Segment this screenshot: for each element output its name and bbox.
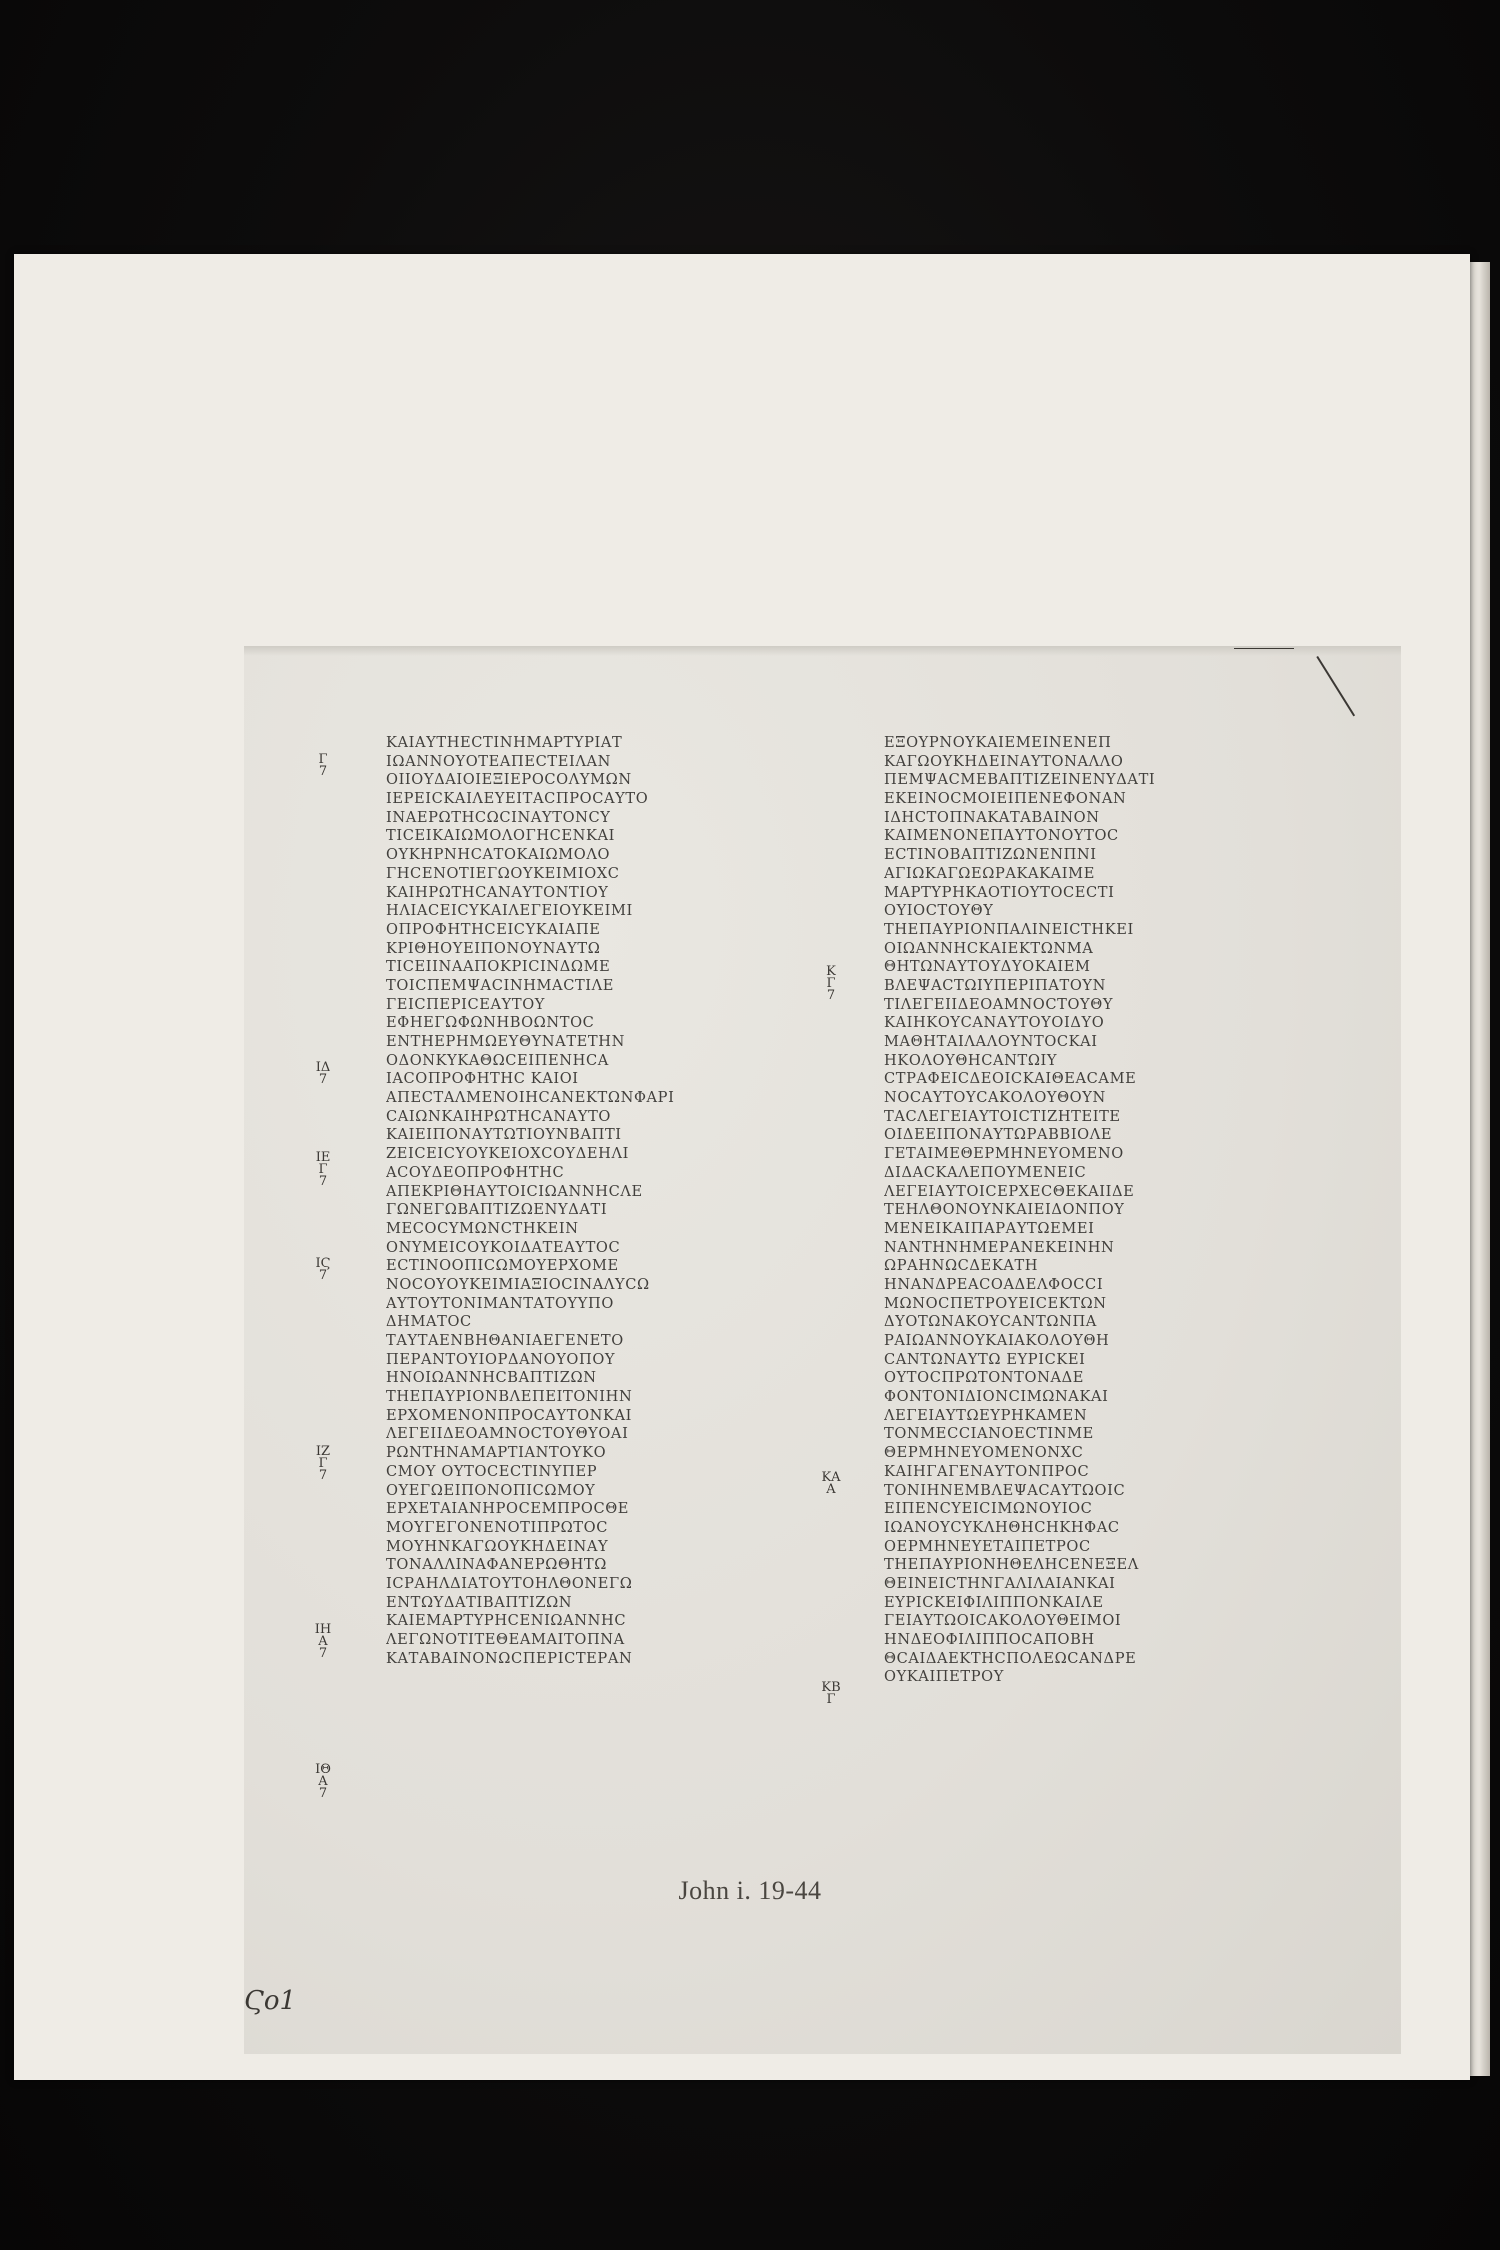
manuscript-line: ΓΩΝΕΓΩΒΑΠΤΙΖΩΕΝΥΔΑΤΙ xyxy=(386,1201,608,1219)
manuscript-line: CΑΝΤΩΝΑΥΤΩ ΕΥΡΙCΚΕΙ xyxy=(884,1350,1086,1368)
manuscript-line: ΚΡΙΘΗΟΥΕΙΠΟΝΟΥΝΑΥΤΩ xyxy=(386,939,601,957)
corner-mark xyxy=(1316,656,1355,716)
manuscript-line: ΘΗΤΩΝΑΥΤΟΥΔΥΟΚΑΙΕΜ xyxy=(884,958,1091,976)
manuscript-line: ΗΛΙΑCΕΙCΥΚΑΙΛΕΓΕΙΟΥΚΕΙΜΙ xyxy=(386,902,633,920)
manuscript-line: ΓΕΙΑΥΤΩΟΙCΑΚΟΛΟΥΘΕΙΜΟΙ xyxy=(884,1612,1122,1630)
manuscript-line: ΕΝΤΗΕΡΗΜΩΕΥΘΥΝΑΤΕΤΗΝ xyxy=(386,1033,625,1050)
manuscript-line: ΔΥΟΤΩΝΑΚΟΥCΑΝΤΩΝΠΑ xyxy=(884,1313,1097,1331)
manuscript-line: ΕCΤΙΝΟΟΠΙCΩΜΟΥΕΡΧΟΜΕ xyxy=(386,1257,619,1275)
manuscript-line: ΙΩΑΝΟΥCΥΚΛΗΘΗCΗΚΗΦΑC xyxy=(884,1518,1120,1536)
manuscript-line: ΗΝΔΕΟΦΙΛΙΠΠΟCΑΠΟΒΗ xyxy=(884,1631,1095,1648)
manuscript-line: ΝΟCΑΥΤΟΥCΑΚΟΛΟΥΘΟΥΝ xyxy=(884,1089,1106,1107)
manuscript-line: CΜΟΥ ΟΥΤΟCΕCΤΙΝΥΠΕΡ xyxy=(386,1462,598,1480)
manuscript-line: ΚΑΙΕΙΠΟΝΑΥΤΩΤΙΟΥΝΒΑΠΤΙ xyxy=(386,1126,622,1144)
manuscript-line: ΤΟΝΙΗΝΕΜΒΛΕΨΑCΑΥΤΩΟΙC xyxy=(884,1481,1126,1499)
manuscript-line: ΟΠΡΟΦΗΤΗCΕΙCΥΚΑΙΑΠΕ xyxy=(386,920,601,938)
manuscript-line: ΟΥΕΓΩΕΙΠΟΝΟΠΙCΩΜΟΥ xyxy=(386,1481,596,1499)
margin-section-number: ΙΕ Γ 7 xyxy=(315,1150,331,1189)
manuscript-line: ΓΕΤΑΙΜΕΘΕΡΜΗΝΕΥΟΜΕΝΟ xyxy=(884,1145,1124,1163)
manuscript-line: ΚΑΓΩΟΥΚΗΔΕΙΝΑΥΤΟΝΑΛΛΟ xyxy=(884,752,1124,770)
manuscript-line: ΟΥΙΟCΤΟΥΘΥ xyxy=(884,902,994,920)
manuscript-line: ΚΑΙΜΕΝΟΝΕΠΑΥΤΟΝΟΥΤΟC xyxy=(884,827,1119,845)
manuscript-line: ΑΓΙΩΚΑΓΩΕΩΡΑΚΑΚΑΙΜΕ xyxy=(884,864,1095,882)
manuscript-line: ΚΑΙΑΥΤΗΕCΤΙΝΗΜΑΡΤΥΡΙΑΤ xyxy=(386,734,623,751)
manuscript-line: ΟΙΩΑΝΝΗCΚΑΙΕΚΤΩΝΜΑ xyxy=(884,939,1094,957)
manuscript-line: ΜΕΝΕΙΚΑΙΠΑΡΑΥΤΩΕΜΕΙ xyxy=(884,1219,1095,1237)
manuscript-line: ΕΡΧΟΜΕΝΟΝΠΡΟCΑΥΤΟΝΚΑΙ xyxy=(386,1406,633,1424)
manuscript-line: ΛΕΓΕΙΑΥΤΩΕΥΡΗΚΑΜΕΝ xyxy=(884,1406,1088,1424)
manuscript-line: ΛΕΓΕΙΑΥΤΟΙCΕΡΧΕCΘΕΚΑΙΙΔΕ xyxy=(884,1182,1135,1200)
manuscript-line: ΗΝΟΙΩΑΝΝΗCΒΑΠΤΙΖΩΝ xyxy=(386,1369,597,1387)
manuscript-line: ΙCΡΑΗΛΔΙΑΤΟΥΤΟΗΛΘΟΝΕΓΩ xyxy=(386,1574,633,1592)
plate-caption: John i. 19-44 xyxy=(678,1876,822,1905)
manuscript-line: ΤΙCΕΙΚΑΙΩΜΟΛΟΓΗCΕΝΚΑΙ xyxy=(386,827,616,845)
manuscript-line: ΤΗΕΠΑΥΡΙΟΝΒΛΕΠΕΙΤΟΝΙΗΝ xyxy=(386,1388,633,1406)
manuscript-line: ΑCΟΥΔΕΟΠΡΟΦΗΤΗC xyxy=(386,1163,565,1181)
manuscript-line: ΟΥΚΗΡΝΗCΑΤΟΚΑΙΩΜΟΛΟ xyxy=(386,846,611,864)
manuscript-line: ΛΕΓΩΝΟΤΙΤΕΘΕΑΜΑΙΤΟΠΝΑ xyxy=(386,1631,625,1648)
adjacent-page-edge xyxy=(1468,262,1490,2076)
margin-section-number: ΙΗ Α 7 xyxy=(314,1622,332,1661)
manuscript-line: ΟΕΡΜΗΝΕΥΕΤΑΙΠΕΤΡΟC xyxy=(884,1537,1091,1555)
manuscript-line: ΤΗΕΠΑΥΡΙΟΝΗΘΕΛΗCΕΝΕΞΕΛ xyxy=(884,1556,1139,1574)
manuscript-line: ΙΑCΟΠΡΟΦΗΤΗC ΚΑΙΟΙ xyxy=(386,1070,579,1088)
right-text-column xyxy=(884,734,1314,1687)
manuscript-line: ΙΝΑΕΡΩΤΗCΩCΙΝΑΥΤΟΝCΥ xyxy=(386,808,611,826)
manuscript-plate xyxy=(244,646,1401,2054)
manuscript-line: ΝΟCΟΥΟΥΚΕΙΜΙΑΞΙΟCΙΝΑΛΥCΩ xyxy=(386,1275,650,1293)
manuscript-line: ΜΟΥΓΕΓΟΝΕΝΟΤΙΠΡΩΤΟC xyxy=(386,1518,608,1536)
manuscript-line: ΕΡΧΕΤΑΙΑΝΗΡΟCΕΜΠΡΟCΘΕ xyxy=(386,1500,630,1518)
manuscript-line: ΚΑΙΗΡΩΤΗCΑΝΑΥΤΟΝΤΙΟΥ xyxy=(386,883,609,901)
manuscript-line: ΜΑΘΗΤΑΙΛΑΛΟΥΝΤΟCΚΑΙ xyxy=(884,1033,1098,1050)
manuscript-line: ΙΕΡΕΙCΚΑΙΛΕΥΕΙΤΑCΠΡΟCΑΥΤΟ xyxy=(386,790,649,808)
manuscript-line: ΚΑΙΗΚΟΥCΑΝΑΥΤΟΥΟΙΔΥΟ xyxy=(884,1014,1105,1032)
manuscript-line: ΒΛΕΨΑCΤΩΙΥΠΕΡΙΠΑΤΟΥΝ xyxy=(884,976,1106,994)
manuscript-line: ΠΕΜΨΑCΜΕΒΑΠΤΙΖΕΙΝΕΝΥΔΑΤΙ xyxy=(884,771,1156,789)
manuscript-line: ΟΝΥΜΕΙCΟΥΚΟΙΔΑΤΕΑΥΤΟC xyxy=(386,1238,621,1256)
manuscript-line: ΘΕΡΜΗΝΕΥΟΜΕΝΟΝΧC xyxy=(884,1444,1084,1462)
manuscript-line: ΟΙΔΕΕΙΠΟΝΑΥΤΩΡΑΒΒΙΟΛΕ xyxy=(884,1126,1113,1144)
manuscript-line: ΗΚΟΛΟΥΘΗCΑΝΤΩΙΥ xyxy=(884,1051,1058,1069)
manuscript-line: ΙΩΑΝΝΟΥΟΤΕΑΠΕCΤΕΙΛΑΝ xyxy=(386,752,611,770)
manuscript-line: ΤΙΛΕΓΕΙΙΔΕΟΑΜΝΟCΤΟΥΘΥ xyxy=(884,995,1114,1013)
manuscript-line: ΕΝΤΩΥΔΑΤΙΒΑΠΤΙΖΩΝ xyxy=(386,1593,573,1611)
manuscript-line: ΜΕCΟCΥΜΩΝCΤΗΚΕΙΝ xyxy=(386,1219,579,1237)
manuscript-line: ΠΕΡΑΝΤΟΥΙΟΡΔΑΝΟΥΟΠΟΥ xyxy=(386,1350,616,1368)
corner-mark xyxy=(1234,648,1294,649)
manuscript-line: ΕΞΟΥΡΝΟΥΚΑΙΕΜΕΙΝΕΝΕΠ xyxy=(884,734,1112,751)
manuscript-line: ΡΩΝΤΗΝΑΜΑΡΤΙΑΝΤΟΥΚΟ xyxy=(386,1444,607,1462)
manuscript-line: ΩΡΑΗΝΩCΔΕΚΑΤΗ xyxy=(884,1257,1039,1275)
manuscript-line: ΑΠΕΚΡΙΘΗΑΥΤΟΙCΙΩΑΝΝΗCΛΕ xyxy=(386,1182,643,1200)
margin-section-number: ΚΒ Γ xyxy=(821,1680,841,1707)
manuscript-line: ΕΚΕΙΝΟCΜΟΙΕΙΠΕΝΕΦΟΝΑΝ xyxy=(884,790,1127,808)
manuscript-line: ΡΑΙΩΑΝΝΟΥΚΑΙΑΚΟΛΟΥΘΗ xyxy=(884,1332,1110,1349)
plate-top-shadow xyxy=(244,646,1401,656)
book-page xyxy=(14,254,1470,2080)
manuscript-line: ΟΥΤΟCΠΡΩΤΟΝΤΟΝΑΔΕ xyxy=(884,1369,1084,1387)
manuscript-line: ΦΟΝΤΟΝΙΔΙΟΝCΙΜΩΝΑΚΑΙ xyxy=(884,1388,1109,1406)
manuscript-line: ΗΝΑΝΔΡΕΑCΟΑΔΕΛΦΟCCΙ xyxy=(884,1275,1104,1293)
manuscript-line: ΚΑΙΗΓΑΓΕΝΑΥΤΟΝΠΡΟC xyxy=(884,1462,1090,1480)
manuscript-line: ΜΩΝΟCΠΕΤΡΟΥΕΙCΕΚΤΩΝ xyxy=(884,1294,1107,1312)
manuscript-line: ΕΦΗΕΓΩΦΩΝΗΒΟΩΝΤΟC xyxy=(386,1014,595,1032)
manuscript-line: ΓΗCΕΝΟΤΙΕΓΩΟΥΚΕΙΜΙΟΧC xyxy=(386,864,620,882)
manuscript-line: ΚΑΤΑΒΑΙΝΟΝΩCΠΕΡΙCΤΕΡΑΝ xyxy=(386,1649,633,1667)
manuscript-line: ΟΔΟΝΚΥΚΑΘΩCΕΙΠΕΝΗCΑ xyxy=(386,1051,609,1069)
manuscript-line: ΛΕΓΕΙΙΔΕΟΑΜΝΟCΤΟΥΘΥΟΑΙ xyxy=(386,1425,629,1443)
manuscript-line: ΕCΤΙΝΟΒΑΠΤΙΖΩΝΕΝΠΝΙ xyxy=(884,846,1097,864)
manuscript-line: ΟΙΙΟΥΔΑΙΟΙΕΞΙΕΡΟCΟΛΥΜΩΝ xyxy=(386,771,632,789)
margin-section-number: Κ Γ 7 xyxy=(826,964,836,1003)
manuscript-line: ΖΕΙCΕΙCΥΟΥΚΕΙΟΧCΟΥΔΕΗΛΙ xyxy=(386,1145,630,1163)
manuscript-line: ΔΗΜΑΤΟC xyxy=(386,1313,472,1331)
manuscript-line: ΤΕΗΛΘΟΝΟΥΝΚΑΙΕΙΔΟΝΠΟΥ xyxy=(884,1201,1125,1219)
manuscript-line: ΤΑΥΤΑΕΝΒΗΘΑΝΙΑΕΓΕΝΕΤΟ xyxy=(386,1332,624,1349)
manuscript-line: ΕΥΡΙCΚΕΙΦΙΛΙΠΠΟΝΚΑΙΛΕ xyxy=(884,1593,1104,1611)
manuscript-line: ΤΟΝΑΛΛΙΝΑΦΑΝΕΡΩΘΗΤΩ xyxy=(386,1556,607,1574)
manuscript-line: ΙΔΗCΤΟΠΝΑΚΑΤΑΒΑΙΝΟΝ xyxy=(884,808,1100,826)
margin-section-number: ΙΖ Γ 7 xyxy=(315,1444,331,1483)
folio-number: Ϛο1 xyxy=(244,1986,297,2016)
manuscript-line: ΑΥΤΟΥΤΟΝΙΜΑΝΤΑΤΟΥΥΠΟ xyxy=(386,1294,614,1312)
manuscript-line: ΑΠΕCΤΑΛΜΕΝΟΙΗCΑΝΕΚΤΩΝΦΑΡΙ xyxy=(386,1089,675,1107)
manuscript-line: ΜΟΥΗΝΚΑΓΩΟΥΚΗΔΕΙΝΑΥ xyxy=(386,1537,609,1555)
manuscript-line: ΤΗΕΠΑΥΡΙΟΝΠΑΛΙΝΕΙCΤΗΚΕΙ xyxy=(884,920,1134,938)
manuscript-line: ΔΙΔΑCΚΑΛΕΠΟΥΜΕΝΕΙC xyxy=(884,1163,1087,1181)
margin-section-number: Γ 7 xyxy=(318,752,328,779)
manuscript-line: ΕΙΠΕΝCΥΕΙCΙΜΩΝΟΥΙΟC xyxy=(884,1500,1093,1518)
manuscript-line: ΝΑΝΤΗΝΗΜΕΡΑΝΕΚΕΙΝΗΝ xyxy=(884,1238,1115,1256)
manuscript-line: ΚΑΙΕΜΑΡΤΥΡΗCΕΝΙΩΑΝΝΗC xyxy=(386,1612,627,1630)
margin-section-number: ΙΘ Α 7 xyxy=(315,1762,331,1801)
manuscript-line: CΤΡΑΦΕΙCΔΕΟΙCΚΑΙΘΕΑCΑΜΕ xyxy=(884,1070,1137,1088)
manuscript-line: ΟΥΚΑΙΠΕΤΡΟΥ xyxy=(884,1668,1004,1686)
margin-section-number: ΚΑ Α xyxy=(821,1470,841,1497)
margin-section-number: ΙΔ 7 xyxy=(315,1060,331,1087)
manuscript-line: ΤΟΙCΠΕΜΨΑCΙΝΗΜΑCΤΙΛΕ xyxy=(386,976,615,994)
manuscript-line: CΑΙΩΝΚΑΙΗΡΩΤΗCΑΝΑΥΤΟ xyxy=(386,1107,611,1125)
margin-section-number: ΙϚ 7 xyxy=(315,1256,331,1283)
manuscript-line: ΓΕΙCΠΕΡΙCΕΑΥΤΟΥ xyxy=(386,995,545,1013)
manuscript-line: ΘCΑΙΔΑΕΚΤΗCΠΟΛΕΩCΑΝΔΡΕ xyxy=(884,1649,1137,1667)
manuscript-line: ΘΕΙΝΕΙCΤΗΝΓΑΛΙΛΑΙΑΝΚΑΙ xyxy=(884,1574,1116,1592)
manuscript-line: ΜΑΡΤΥΡΗΚΑΟΤΙΟΥΤΟCΕCΤΙ xyxy=(884,883,1115,901)
left-text-column xyxy=(386,734,816,1668)
manuscript-line: ΤΙCΕΙΙΝΑΑΠΟΚΡΙCΙΝΔΩΜΕ xyxy=(386,958,611,976)
manuscript-line: ΤΟΝΜΕCCΙΑΝΟΕCΤΙΝΜΕ xyxy=(884,1425,1094,1443)
manuscript-line: ΤΑCΛΕΓΕΙΑΥΤΟΙCΤΙΖΗΤΕΙΤΕ xyxy=(884,1107,1121,1125)
